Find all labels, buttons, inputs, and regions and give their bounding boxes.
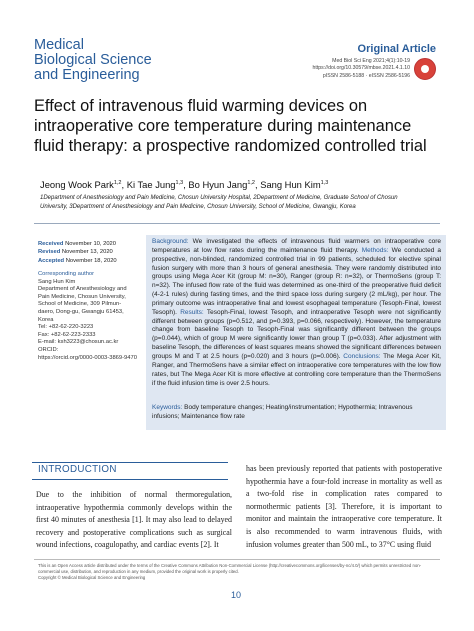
- corr-line: Department of Anesthesiology and: [38, 286, 127, 293]
- affiliation-marker: 1,2: [247, 179, 255, 186]
- journal-name-line-1: Medical: [34, 37, 84, 53]
- methods-text: We conducted a prospective, non-blinded, randomized controlled trial in 99 patients, scheduled for elective spinal fusion surgery with more than 3 hours of general anesthesia. They were randomly distributed into groups using Mega Acer Kit (group M: n=30), Ranger (group R: n=32), or ThermoSens (group T: n=32). The infused flow rate of the fluid was determined as one-third of the preoperative fluid deficit (4-2-1 rules) during fasting times, and the third space loss during surgery (2 mL/kg), per hour. The primary outcome was intraoperative final and lowest esophageal temperature (Tesoph-Final, lowest Tesoph).: [152, 246, 442, 316]
- article-dates: [38, 240, 117, 265]
- corr-line: Sang Hun Kim: [38, 278, 76, 285]
- results-text: Tesoph-Final, lowest Tesoph, and intraoperative Tesoph were not significantly different between groups (p=0.512, and p=0.393, p=0.066, respectively). However, the temperature change from baseline Tesoph to Tesoph-Final was significantly different between the groups (p=0.044), which of group M were significantly lower than group T (p=0.033). After adjustment with baseline Tesoph, the differences of least squares means showed the significant differences between groups M and T at 2.5 hours (p=0.020) and 3 hours (p=0.006).: [152, 308, 441, 360]
- corresponding-heading: Corresponding author: [38, 271, 95, 277]
- author-name: Sang Hun Kim: [260, 179, 321, 190]
- author-name: Bo Hyun Jang: [188, 179, 248, 190]
- corr-email[interactable]: E-mail: ksh3223@chosun.ac.kr: [38, 339, 119, 346]
- affiliation-line: University, 3Department of Anesthesiology and Pain Medicine, Chosun University, School of Medicine, Gwangju, Korea: [40, 203, 356, 210]
- author-name: Jeong Wook Park: [40, 179, 114, 190]
- crossmark-icon[interactable]: [414, 58, 436, 80]
- conclusions-label: Conclusions:: [343, 352, 381, 360]
- journal-name-line-3: and Engineering: [34, 67, 140, 83]
- keywords: [152, 404, 441, 422]
- corr-orcid-label: ORCID:: [38, 346, 59, 353]
- footer-divider: [34, 559, 440, 560]
- results-label: Results:: [180, 308, 204, 316]
- corr-line: daero, Dong-gu, Gwangju 61453,: [38, 308, 124, 315]
- affiliation-marker: 1,2: [113, 179, 122, 186]
- affiliation-marker: 1,3: [320, 179, 329, 186]
- section-heading: INTRODUCTION: [38, 464, 117, 475]
- corr-tel: Tel: +82-62-220-3223: [38, 324, 94, 331]
- corr-fax: Fax: +82-62-223-2333: [38, 331, 96, 338]
- corr-orcid-link[interactable]: https://orcid.org/0000-0003-3869-9470: [38, 354, 137, 361]
- received-date: Received November 10, 2020: [38, 241, 117, 247]
- license-line: This is an Open Access article distributed under the terms of the Creative Commons Attribution Non-Commercial License (http://creativecommons.org/licenses/by-nc/4.0/) which permits unrestricted non-: [38, 563, 422, 568]
- revised-date: Revised November 13, 2020: [38, 249, 113, 256]
- copyright-line: Copyright © Medical Biological Science and Engineering: [38, 575, 146, 581]
- divider: [34, 223, 440, 224]
- author-list: Jeong Wook Park$^{1,2}$, Ki Tae Jung$^{1,3}$, Bo Hyun Jang$^{1,2}$, Sang Hun Kim$^{1,3}$: [40, 179, 329, 190]
- issn-line: pISSN 2586-5188 · eISSN 2586-5196: [322, 72, 410, 79]
- corr-line: Pain Medicine, Chosun University,: [38, 293, 126, 300]
- keywords-text: Body temperature changes; Heating/instrumentation; Hypothermia; Intravenous infusions; Maintenance flow rate: [152, 404, 413, 420]
- abstract-text: [152, 238, 441, 388]
- license-footer: [38, 563, 443, 582]
- background-label: Background:: [152, 238, 189, 245]
- background-text: We investigated the effects of intravenous fluid warmers on intraoperative core temperatures at low flow rates during the maintenance fluid therapy.: [152, 238, 441, 254]
- doi-link[interactable]: https://doi.org/10.30579/mbse.2021.4.1.10: [312, 65, 410, 72]
- corr-line: Korea: [38, 316, 54, 323]
- journal-name: [34, 38, 152, 83]
- page-number: 10: [231, 590, 242, 600]
- article-title: Effect of intravenous fluid warming devices on intraoperative core temperature during maintenance fluid therapy: a prospective randomized controlled trial: [34, 97, 427, 155]
- article-type: Original Article: [357, 43, 436, 55]
- intro-left-column: Due to the inhibition of normal thermoregulation, intraoperative hypothermia commonly develops within the first 40 minutes of anesthesia [1]. It may also lead to delayed recovery and postoperative complications such as surgical wound infections, coagulopathy, and cardiac events [2]. It: [36, 490, 232, 550]
- corr-line: School of Medicine, 309 Pilmun-: [38, 301, 122, 308]
- affiliation-marker: 1,3: [175, 179, 184, 186]
- accepted-date: Accepted November 18, 2020: [38, 257, 117, 264]
- conclusions-text: The Mega Acer Kit, Ranger, and ThermoSens have a similar effect on intraoperative core temperatures with the low flow rates, but The Mega Acer Kit is more effective at controlling core temperature than the ThermoSens if the fluid infusion time is over 2.5 hours.: [152, 352, 441, 387]
- journal-name-line-2: Biological Science: [34, 52, 152, 68]
- corresponding-author: [38, 271, 143, 362]
- intro-right-column: has been previously reported that patients with postoperative hypothermia have a four-fold increase in mortality as well as a two-fold rise in complication rates compared to normothermic patients [3]. Therefore, it is important to monitor and maintain the intraoperative core temperature. It is also recommended to warm intravenous fluids, with infusion volumes greater than 500 mL, to 37°C using fluid: [246, 464, 442, 549]
- methods-label: Methods:: [361, 246, 389, 254]
- author-name: Ki Tae Jung: [126, 179, 176, 190]
- citation-line: Med Biol Sci Eng 2021;4(1):10-19: [332, 58, 410, 64]
- keywords-label: Keywords:: [152, 404, 183, 411]
- citation-meta: [313, 58, 410, 80]
- license-line: commercial use, distribution, and reproduction in any medium, provided the original work is properly cited.: [38, 569, 239, 575]
- affiliation-line: 1Department of Anesthesiology and Pain Medicine, Chosun University Hospital, 2Department of Medicine, Graduate School of Chosun: [40, 195, 398, 201]
- affiliations: [40, 194, 440, 211]
